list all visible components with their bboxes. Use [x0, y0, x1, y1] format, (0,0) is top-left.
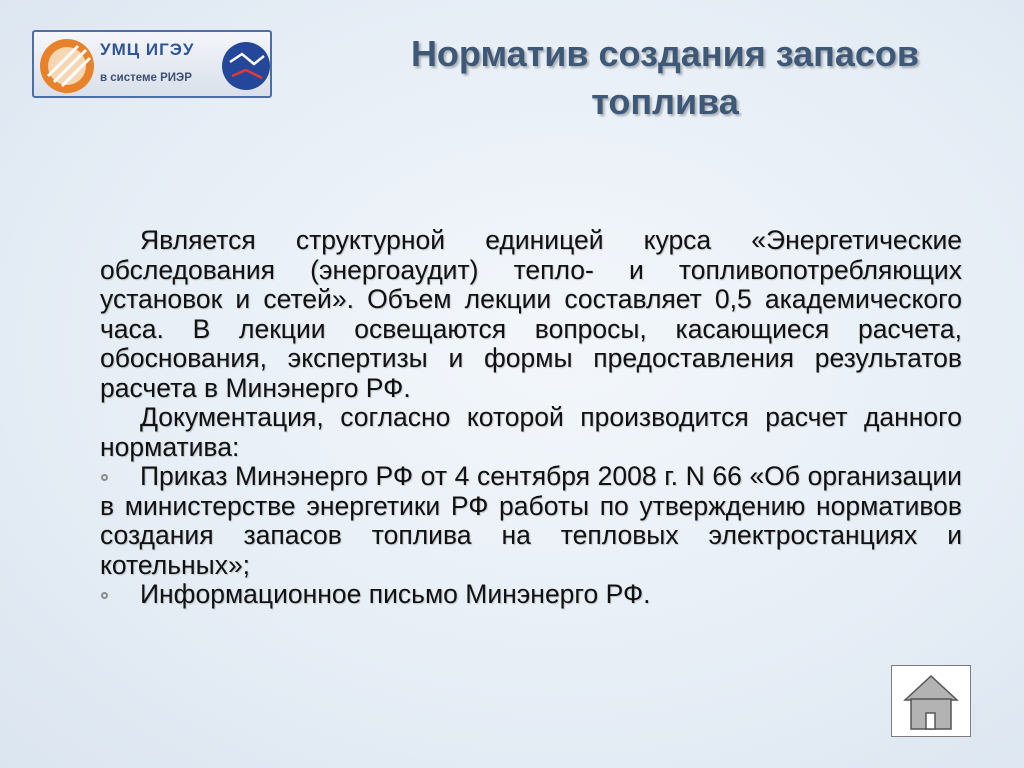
- intro-paragraph: Является структурной единицей курса «Энергетические обследования (энергоаудит) тепло- и топливопотребляющих установок и сетей». Объем лекции составляет 0,5 академического часа. В лекции освещаются вопросы, касающиеся расчета, обоснования, экспертизы и формы предоставления результатов расчета в Минэнерго РФ.: [100, 225, 962, 403]
- home-button[interactable]: [891, 665, 971, 737]
- bullet-item: [100, 462, 962, 580]
- bullet-circle-icon: [101, 592, 108, 599]
- bullet-item-text: Приказ Минэнерго РФ от 4 сентября 2008 г. N 66 «Об организации в министерстве энергетики РФ работы по утверждению нормативов создания запасов топлива на тепловых электростанциях и котельных»;: [100, 461, 962, 580]
- logo-subtitle: в системе РИЭР: [100, 72, 192, 84]
- bullet-circle-icon: [101, 474, 108, 481]
- bullet-item: [100, 580, 962, 610]
- slide-content: [100, 226, 962, 610]
- documentation-paragraph: Документация, согласно которой производится расчет данного норматива:: [100, 402, 962, 462]
- logo-title: УМЦ ИГЭУ: [100, 40, 195, 59]
- logo: [32, 30, 272, 98]
- slide-title-line2: топлива: [591, 81, 739, 122]
- home-icon: [892, 666, 970, 736]
- bullet-item-text: Информационное письмо Минэнерго РФ.: [140, 579, 651, 609]
- slide-title: [330, 30, 1000, 126]
- slide-title-line1: Норматив создания запасов: [410, 33, 920, 74]
